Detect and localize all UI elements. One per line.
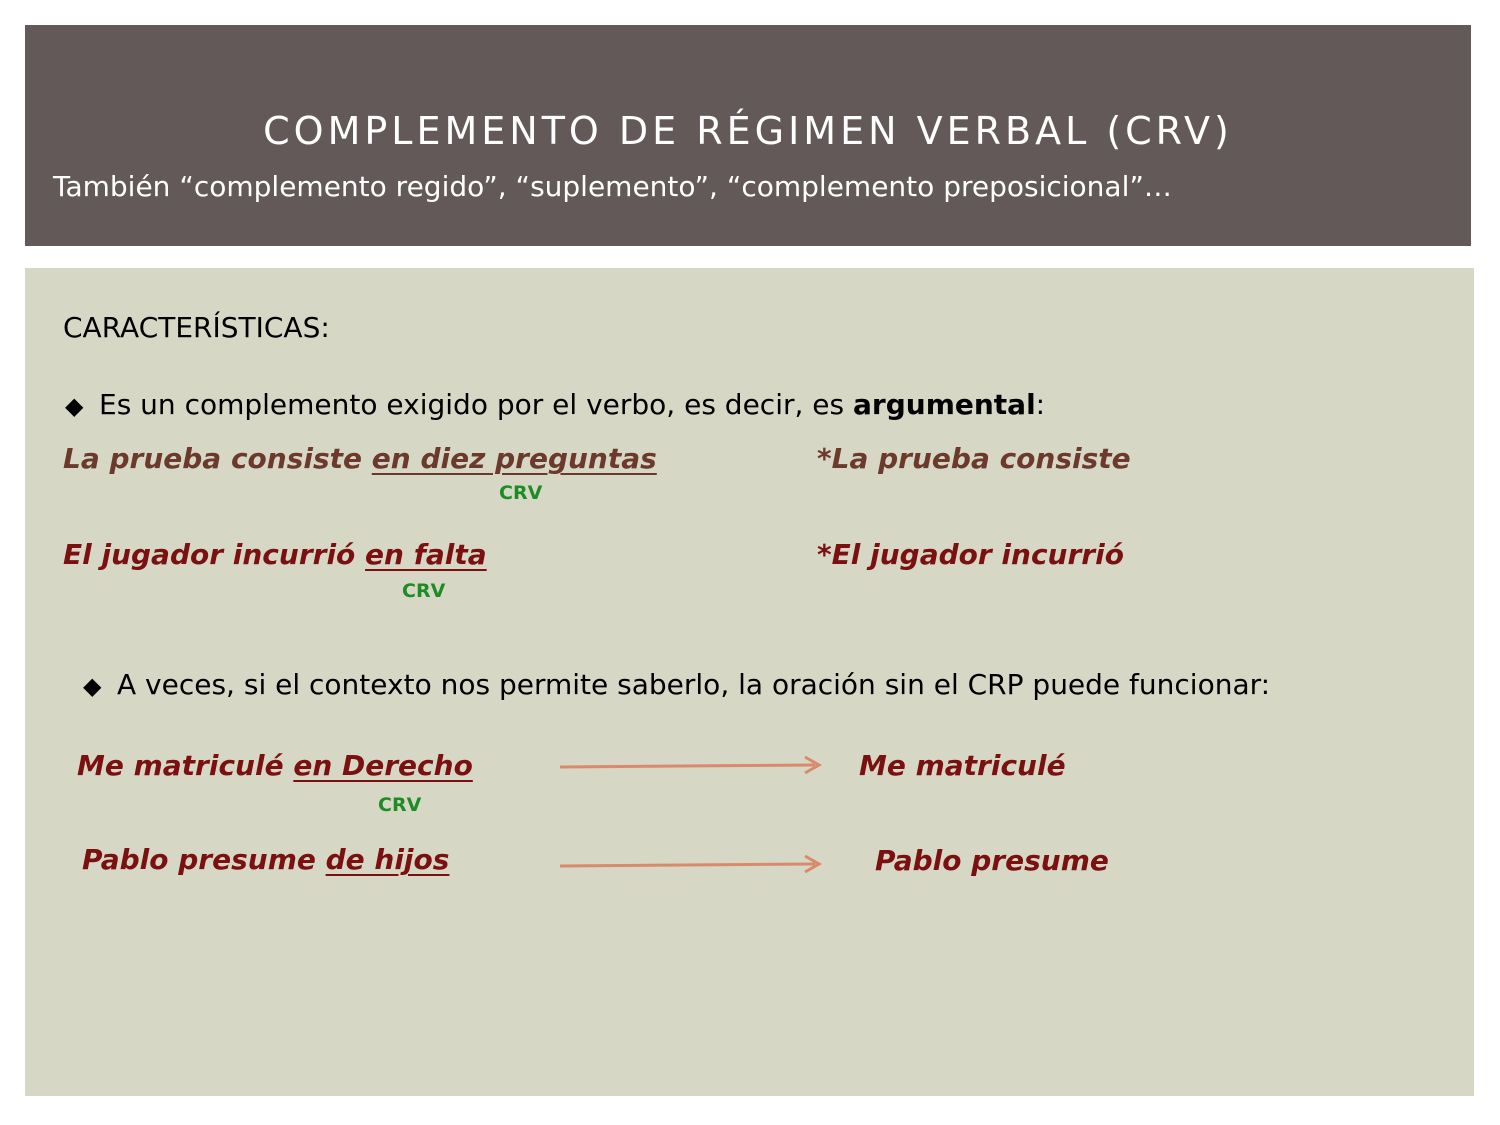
example-prefix: La prueba consiste: [63, 442, 372, 475]
section-heading: CARACTERÍSTICAS:: [63, 311, 330, 344]
crv-tag: CRV: [402, 580, 446, 602]
slide-header: [25, 25, 1471, 246]
example-prefix: Me matriculé: [77, 749, 294, 782]
counterexample-sentence: *El jugador incurrió: [817, 538, 1124, 571]
bullet-text-end: :: [1035, 388, 1046, 421]
result-sentence: Pablo presume: [875, 844, 1109, 877]
counterexample-sentence: *La prueba consiste: [817, 442, 1131, 475]
example-prefix: Pablo presume: [82, 843, 326, 876]
bullet-text: A veces, si el contexto nos permite saberlo, la oración sin el CRP puede funcionar:: [117, 668, 1271, 701]
slide-content: [25, 268, 1474, 1096]
right-arrow-icon: [560, 757, 819, 773]
example-crv-phrase: en Derecho: [293, 749, 473, 782]
diamond-icon: ◆: [83, 672, 102, 700]
slide-title: COMPLEMENTO DE RÉGIMEN VERBAL (CRV): [263, 109, 1233, 153]
bullet-strong-text: argumental: [853, 388, 1036, 421]
example-crv-phrase: de hijos: [325, 843, 450, 876]
bullet-text: Es un complemento exigido por el verbo, es decir, es: [99, 388, 854, 421]
example-prefix: El jugador incurrió: [63, 538, 366, 571]
crv-tag: CRV: [378, 794, 422, 816]
right-arrow-icon: [560, 856, 819, 872]
crv-tag: CRV: [499, 482, 543, 504]
diamond-icon: ◆: [65, 392, 84, 420]
example-crv-phrase: en falta: [365, 538, 487, 571]
example-crv-phrase: en diez preguntas: [371, 442, 657, 475]
slide-subtitle: También “complemento regido”, “suplemento”, “complemento preposicional”…: [53, 170, 1172, 203]
result-sentence: Me matriculé: [859, 749, 1066, 782]
arrows-layer: [25, 268, 1474, 1096]
